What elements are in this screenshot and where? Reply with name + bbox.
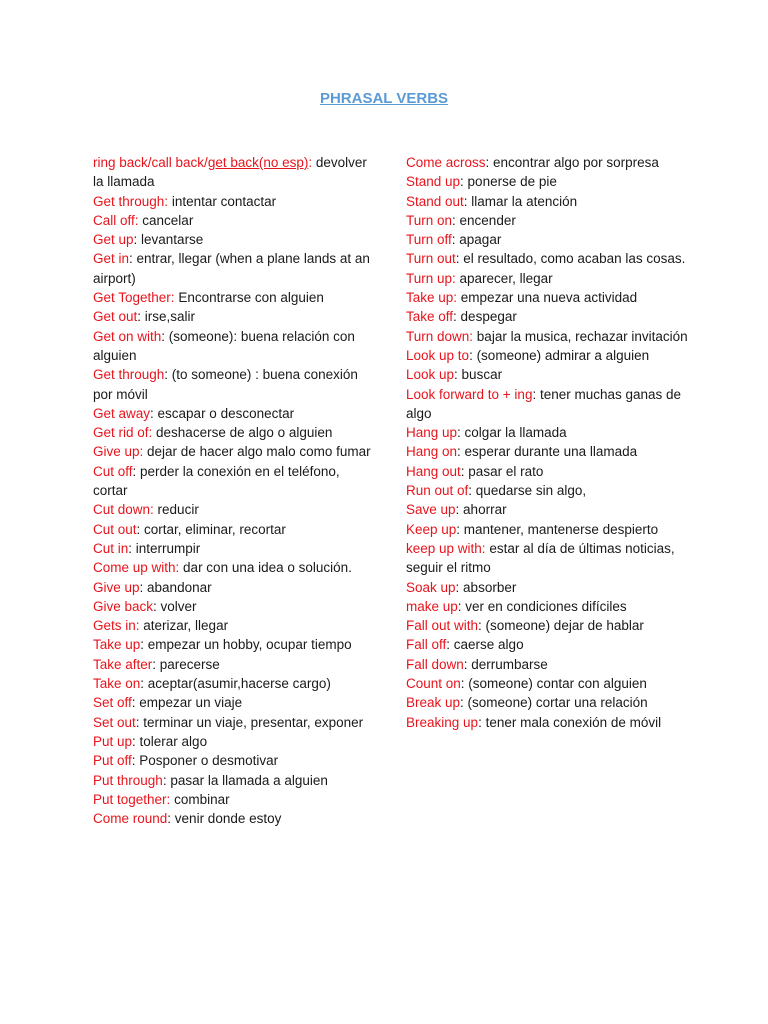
phrasal-verb-definition: empezar una nueva actividad: [457, 290, 638, 306]
vocab-entry: [406, 192, 688, 211]
vocab-entry: [406, 616, 688, 635]
phrasal-verb-term: Put off: [93, 753, 132, 769]
phrasal-verb-term: Take on: [93, 676, 141, 692]
phrasal-verb-term: Get Together:: [93, 290, 175, 306]
vocab-entry: [406, 442, 688, 461]
vocab-entry: [93, 558, 373, 577]
phrasal-verb-definition: : (to someone) : buena conexión por móvil: [93, 367, 358, 402]
vocab-entry: [93, 790, 373, 809]
phrasal-verb-term: Get up: [93, 232, 134, 248]
phrasal-verb-term: Call off:: [93, 212, 139, 228]
phrasal-verb-definition: : buscar: [454, 367, 503, 383]
vocab-entry: [93, 404, 373, 423]
phrasal-verb-definition: : aceptar(asumir,hacerse cargo): [140, 676, 331, 692]
phrasal-verb-term: Give up: [93, 579, 140, 595]
phrasal-verb-term: Stand out: [406, 193, 464, 209]
vocab-entry: [93, 192, 373, 211]
vocab-entry: [93, 771, 373, 790]
vocab-entry: [93, 597, 373, 616]
vocab-entry: [93, 578, 373, 597]
phrasal-verb-definition: : (someone) dejar de hablar: [478, 618, 644, 634]
phrasal-verb-term: Take after: [93, 656, 153, 672]
phrasal-verb-term: make up: [406, 598, 458, 614]
vocab-entry: [93, 288, 373, 307]
left-column: [93, 153, 373, 828]
vocab-entry: [406, 172, 688, 191]
phrasal-verb-term: Stand up: [406, 174, 461, 190]
phrasal-verb-term: Cut off: [93, 463, 133, 479]
phrasal-verb-term: Put through: [93, 772, 163, 788]
vocab-entry: [406, 693, 688, 712]
phrasal-verb-term: ring back/call back/: [93, 155, 208, 170]
vocab-entry: [406, 674, 688, 693]
phrasal-verb-definition: : escapar o desconectar: [150, 405, 295, 421]
phrasal-verb-term: Hang up: [406, 425, 458, 441]
vocab-entry: [406, 230, 688, 249]
vocab-entry: [93, 635, 373, 654]
vocab-entry: [406, 539, 688, 578]
vocab-entry: [93, 230, 373, 249]
phrasal-verb-definition: : colgar la llamada: [457, 425, 567, 441]
vocab-entry: [406, 269, 688, 288]
phrasal-verb-term: Save up: [406, 502, 456, 518]
phrasal-verb-definition: reducir: [153, 502, 199, 518]
vocab-entry: [406, 578, 688, 597]
phrasal-verb-term: Breaking up: [406, 714, 479, 730]
phrasal-verb-term: Hang out: [406, 463, 461, 479]
phrasal-verb-definition: dejar de hacer algo malo como fumar: [143, 444, 371, 460]
phrasal-verb-definition: : el resultado, como acaban las cosas.: [455, 251, 686, 267]
vocab-entry: [93, 211, 373, 230]
phrasal-verb-definition: : empezar un viaje: [131, 695, 243, 711]
phrasal-verb-definition: : llamar la atención: [463, 193, 578, 209]
phrasal-verb-definition: intentar contactar: [168, 193, 277, 209]
phrasal-verb-term: Fall off: [406, 637, 447, 653]
phrasal-verb-term: Gets in:: [93, 618, 140, 634]
phrasal-verb-term: Get away: [93, 405, 151, 421]
phrasal-verb-term: Set off: [93, 695, 132, 711]
phrasal-verb-definition: : ahorrar: [455, 502, 507, 518]
vocab-entry: [406, 249, 688, 268]
phrasal-verb-term: Turn out: [406, 251, 456, 267]
phrasal-verb-definition: : pasar el rato: [460, 463, 544, 479]
phrasal-verb-definition: : apagar: [451, 232, 502, 248]
phrasal-verb-term: Turn up:: [406, 270, 456, 286]
vocab-entry: [406, 655, 688, 674]
vocab-entry: [406, 153, 688, 172]
phrasal-verb-definition: aterizar, llegar: [139, 618, 229, 634]
vocab-entry: [406, 462, 688, 481]
phrasal-verb-term: Soak up: [406, 579, 456, 595]
vocab-entry: [93, 520, 373, 539]
phrasal-verb-definition: : perder la conexión en el teléfono, cortar: [93, 463, 340, 499]
phrasal-verb-definition: estar al día de últimas noticias, seguir el ritmo: [406, 540, 675, 576]
phrasal-verb-term: Take up:: [406, 290, 458, 306]
phrasal-verb-definition: : encender: [452, 212, 516, 228]
phrasal-verb-term: Run out of: [406, 483, 469, 499]
phrasal-verb-definition: : entrar, llegar (when a plane lands at an airport): [93, 251, 370, 286]
phrasal-verb-definition: : irse,salir: [137, 309, 196, 325]
phrasal-verb-term: keep up with:: [406, 540, 486, 556]
phrasal-verb-definition: : tener muchas ganas de algo: [406, 386, 682, 421]
vocab-entry: [93, 616, 373, 635]
phrasal-verb-definition: : ver en condiciones difíciles: [457, 598, 627, 614]
vocab-entry: [406, 211, 688, 230]
page-title: PHRASAL VERBS: [319, 90, 449, 107]
phrasal-verb-definition: : volver: [153, 598, 197, 614]
phrasal-verb-term: Get rid of:: [93, 425, 153, 441]
vocab-entry: [406, 385, 688, 424]
phrasal-verb-term-underlined: get back(no esp): [207, 155, 309, 170]
vocab-entry: [93, 249, 373, 288]
phrasal-verb-term: Take up: [93, 637, 141, 653]
phrasal-verb-term: Turn off: [406, 232, 452, 248]
phrasal-verb-definition: devolver la llamada: [93, 155, 367, 190]
phrasal-verb-definition: : (someone) contar con alguien: [460, 676, 647, 692]
vocab-entry: [406, 713, 688, 732]
phrasal-verb-term: Break up: [406, 695, 461, 711]
phrasal-verb-term: Take off: [406, 309, 454, 325]
phrasal-verb-term: Come round: [93, 811, 168, 827]
phrasal-verb-term: Get in: [93, 251, 130, 267]
phrasal-verb-definition: deshacerse de algo o alguien: [152, 425, 333, 441]
vocab-entry: [93, 153, 373, 192]
vocab-entry: [406, 327, 688, 346]
phrasal-verb-term: Get through:: [93, 193, 169, 209]
phrasal-verb-definition: : derrumbarse: [463, 656, 548, 672]
phrasal-verb-definition: : tener mala conexión de móvil: [478, 714, 662, 730]
phrasal-verb-term: Give up:: [93, 444, 144, 460]
vocab-entry: [93, 809, 373, 828]
phrasal-verb-term: Put up: [93, 733, 133, 749]
vocab-entry: [93, 693, 373, 712]
vocab-entry: [406, 500, 688, 519]
vocab-entry: [93, 674, 373, 693]
phrasal-verb-definition: dar con una idea o solución.: [179, 560, 352, 576]
phrasal-verb-definition: : abandonar: [139, 579, 212, 595]
phrasal-verb-term: Hang on: [406, 444, 458, 460]
vocab-entry: [93, 423, 373, 442]
phrasal-verb-term: Look forward to + ing: [406, 386, 533, 402]
phrasal-verb-definition: : venir donde estoy: [167, 811, 282, 827]
phrasal-verb-definition: Encontrarse con alguien: [174, 290, 324, 306]
phrasal-verb-definition: : absorber: [455, 579, 517, 595]
phrasal-verb-definition: : ponerse de pie: [460, 174, 557, 190]
phrasal-verb-term: Fall out with: [406, 618, 479, 634]
vocab-entry: [93, 713, 373, 732]
vocab-entry: [93, 365, 373, 404]
vocab-entry: [93, 655, 373, 674]
vocab-entry: [93, 462, 373, 501]
phrasal-verb-term: Keep up: [406, 521, 457, 537]
phrasal-verb-term: Set out: [93, 714, 136, 730]
phrasal-verb-definition: cancelar: [138, 212, 194, 228]
phrasal-verb-term: Get on with: [93, 328, 162, 344]
phrasal-verb-term: Cut out: [93, 521, 137, 537]
phrasal-verb-definition: : terminar un viaje, presentar, exponer: [135, 714, 364, 730]
phrasal-verb-definition: : parecerse: [152, 656, 220, 672]
phrasal-verb-term: Give back: [93, 598, 154, 614]
vocab-entry: [406, 346, 688, 365]
phrasal-verb-definition: : tolerar algo: [132, 733, 208, 749]
phrasal-verb-term: Count on: [406, 676, 461, 692]
vocab-entry: [93, 732, 373, 751]
vocab-entry: [93, 442, 373, 461]
vocab-entry: [93, 751, 373, 770]
vocab-entry: [406, 520, 688, 539]
phrasal-verb-definition: : pasar la llamada a alguien: [162, 772, 328, 788]
phrasal-verb-definition: : encontrar algo por sorpresa: [485, 155, 659, 170]
phrasal-verb-definition: aparecer, llegar: [455, 270, 553, 286]
phrasal-verb-definition: : (someone) cortar una relación: [460, 695, 648, 711]
phrasal-verb-term: Look up: [406, 367, 455, 383]
right-column: [406, 153, 688, 732]
vocab-entry: [93, 327, 373, 366]
phrasal-verb-definition: : (someone) admirar a alguien: [469, 347, 650, 363]
phrasal-verb-definition: : quedarse sin algo,: [468, 483, 587, 499]
phrasal-verb-definition: bajar la musica, rechazar invitación: [473, 328, 688, 344]
phrasal-verb-term: Cut down:: [93, 502, 154, 518]
vocab-entry: [406, 423, 688, 442]
phrasal-verb-term: Look up to: [406, 347, 470, 363]
phrasal-verb-definition: : cortar, eliminar, recortar: [136, 521, 286, 537]
phrasal-verb-definition: : caerse algo: [446, 637, 524, 653]
vocab-entry: [93, 539, 373, 558]
vocab-entry: [406, 365, 688, 384]
vocab-entry: [406, 635, 688, 654]
phrasal-verb-definition: : Posponer o desmotivar: [131, 753, 279, 769]
phrasal-verb-definition: : empezar un hobby, ocupar tiempo: [140, 637, 352, 653]
phrasal-verb-definition: : esperar durante una llamada: [457, 444, 638, 460]
phrasal-verb-colon: :: [308, 155, 313, 170]
phrasal-verb-term: Cut in: [93, 540, 129, 556]
phrasal-verb-definition: : levantarse: [133, 232, 204, 248]
phrasal-verb-definition: combinar: [170, 791, 230, 807]
phrasal-verb-term: Turn on: [406, 212, 453, 228]
phrasal-verb-term: Fall down: [406, 656, 464, 672]
vocab-entry: [406, 597, 688, 616]
vocab-entry: [93, 500, 373, 519]
phrasal-verb-term: Put together:: [93, 791, 171, 807]
phrasal-verb-term: Come across: [406, 155, 486, 170]
phrasal-verb-definition: : interrumpir: [128, 540, 201, 556]
phrasal-verb-term: Turn down:: [406, 328, 474, 344]
phrasal-verb-definition: : (someone): buena relación con alguien: [93, 328, 355, 363]
phrasal-verb-term: Get out: [93, 309, 138, 325]
phrasal-verb-definition: : despegar: [453, 309, 517, 325]
phrasal-verb-term: Get through: [93, 367, 165, 383]
phrasal-verb-definition: : mantener, mantenerse despierto: [456, 521, 659, 537]
vocab-entry: [406, 288, 688, 307]
phrasal-verb-term: Come up with:: [93, 560, 180, 576]
vocab-entry: [406, 481, 688, 500]
vocab-entry: [406, 307, 688, 326]
vocab-entry: [93, 307, 373, 326]
